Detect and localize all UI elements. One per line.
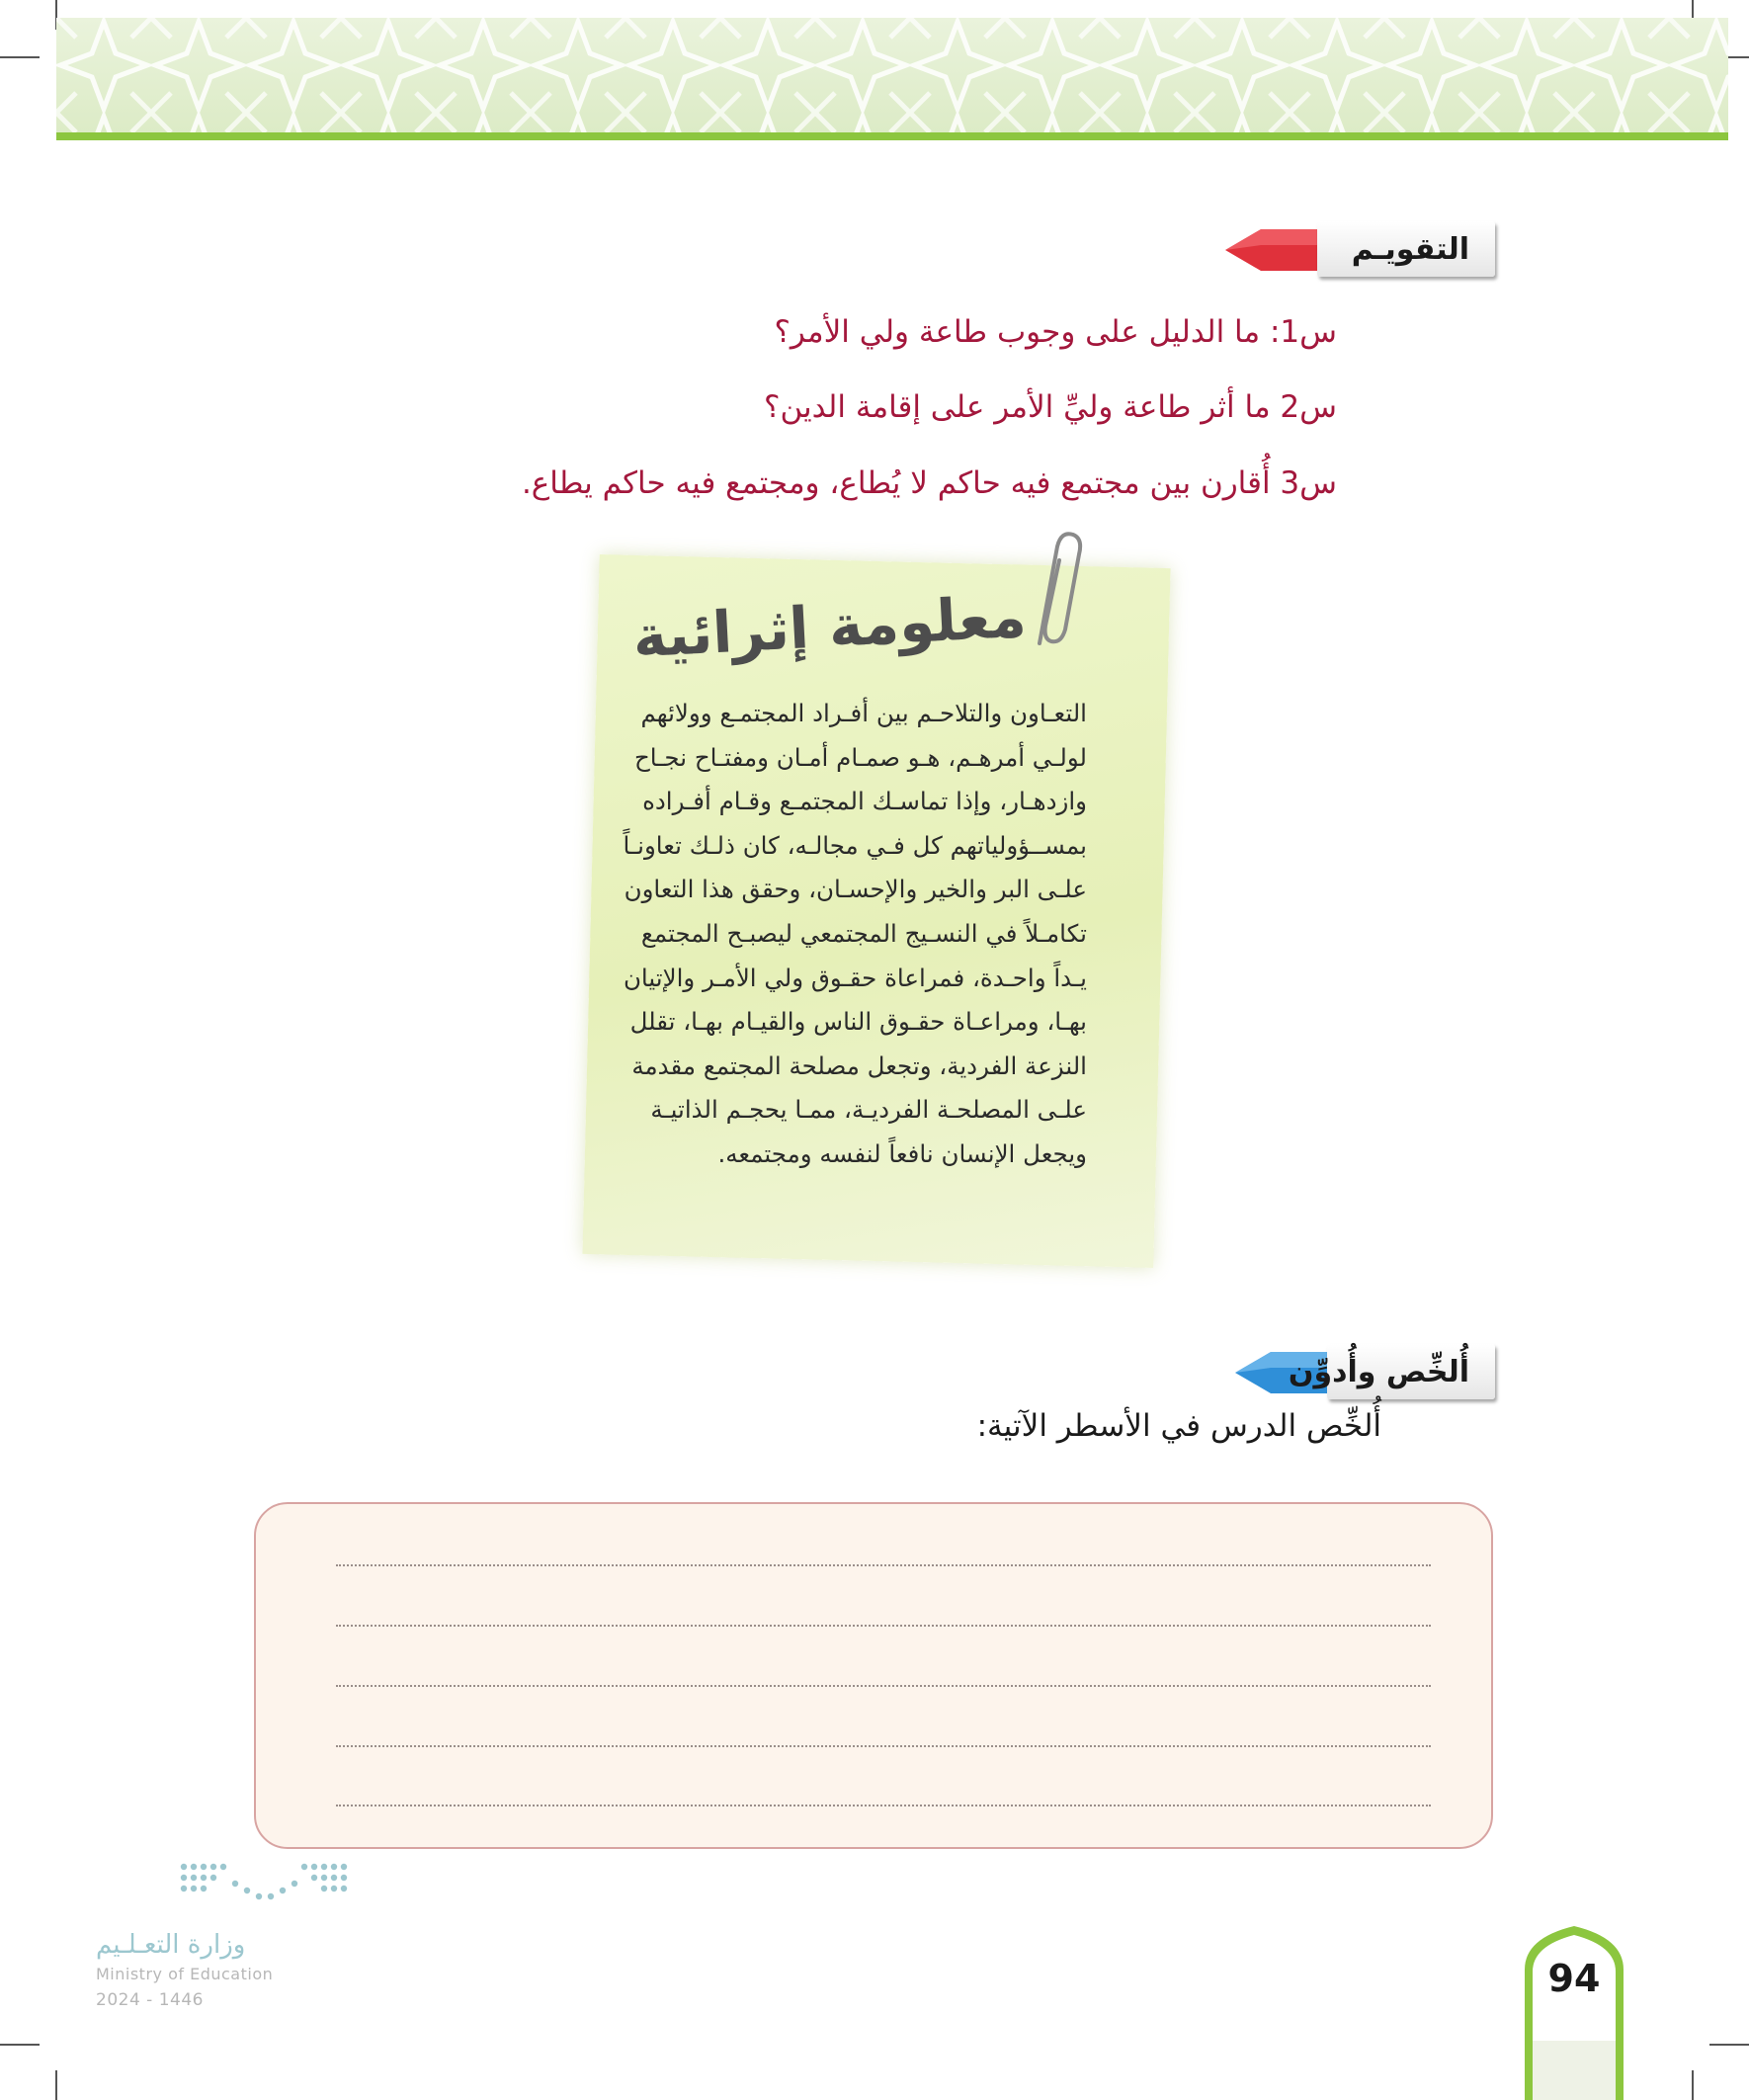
summary-box[interactable] — [254, 1502, 1493, 1849]
page-number-tab — [1525, 1922, 1624, 2100]
enrichment-line: يـداً واحـدة، فمراعاة حقـوق ولي الأمـر والإتيان — [623, 963, 1087, 992]
crop-mark — [55, 2070, 57, 2100]
enrichment-line: بمســؤولياتهم كل فـي مجالـه، كان ذلـك تعاونـاً — [623, 830, 1087, 860]
enrichment-line: النزعة الفردية، وتجعل مصلحة المجتمع مقدمة — [631, 1050, 1087, 1080]
enrichment-line: لولـي أمرهـم، هـو صمـام أمـان ومفتـاح نجـاح — [633, 742, 1087, 772]
question-1: س1: ما الدليل على وجوب طاعة ولي الأمر؟ — [774, 314, 1337, 350]
writing-line[interactable] — [336, 1745, 1431, 1747]
enrichment-line: علـى البر والخير والإحسـان، وحقق هذا التعاون — [624, 875, 1087, 904]
question-2: س2 ما أثر طاعة وليِّ الأمر على إقامة الدين؟ — [763, 389, 1337, 425]
header-rule — [56, 132, 1728, 140]
writing-line[interactable] — [336, 1805, 1431, 1806]
crop-mark — [0, 56, 40, 58]
crop-mark — [1692, 2070, 1694, 2100]
enrichment-line: ويجعل الإنسان نافعاً لنفسه ومجتمعه. — [717, 1138, 1087, 1168]
page-number: 94 — [1547, 1957, 1601, 2000]
header-decoration — [56, 18, 1728, 134]
paperclip-icon — [1020, 527, 1089, 655]
crop-mark — [0, 2044, 40, 2046]
ministry-name-arabic: وزارة التعـلـيم — [96, 1930, 246, 1960]
enrichment-line: التعـاون والتلاحـم بين أفـراد المجتمـع وولائهم — [640, 699, 1087, 727]
summary-heading: أُلخِّص وأُدوِّن — [1288, 1354, 1469, 1389]
enrichment-line: تكامـلاً في النسـيج المجتمعي ليصبـح المجتمع — [640, 918, 1087, 948]
geometric-pattern-icon — [56, 18, 1728, 134]
writing-line[interactable] — [336, 1625, 1431, 1627]
summary-instruction: أُلخِّص الدرس في الأسطر الآتية: — [976, 1408, 1381, 1444]
enrichment-line: بهـا، ومراعـاة حقـوق الناس والقيـام بهـا، تقلل — [629, 1007, 1087, 1037]
enrichment-text — [623, 692, 1087, 1177]
writing-line[interactable] — [336, 1685, 1431, 1687]
ministry-name-english: Ministry of Education — [96, 1965, 274, 1983]
ministry-logo-icon — [178, 1861, 351, 1922]
writing-line[interactable] — [336, 1564, 1431, 1566]
crop-mark — [1709, 2044, 1749, 2046]
question-3: س3 أُقارن بين مجتمع فيه حاكم لا يُطاع، ومجتمع فيه حاكم يطاع. — [521, 465, 1337, 501]
summary-heading-tab — [1221, 1344, 1495, 1399]
evaluation-heading-tab — [1221, 221, 1495, 277]
edition-year: 2024 - 1446 — [96, 1990, 204, 2010]
enrichment-line: علـى المصلحـة الفرديـة، ممـا يحجـم الذاتيـة — [650, 1095, 1087, 1125]
enrichment-title: معلومة إثرائية — [630, 582, 1029, 671]
evaluation-heading: التقويـم — [1351, 231, 1469, 267]
enrichment-line: وازدهـار، وإذا تماسـك المجتمـع وقـام أفـراده — [642, 787, 1087, 816]
